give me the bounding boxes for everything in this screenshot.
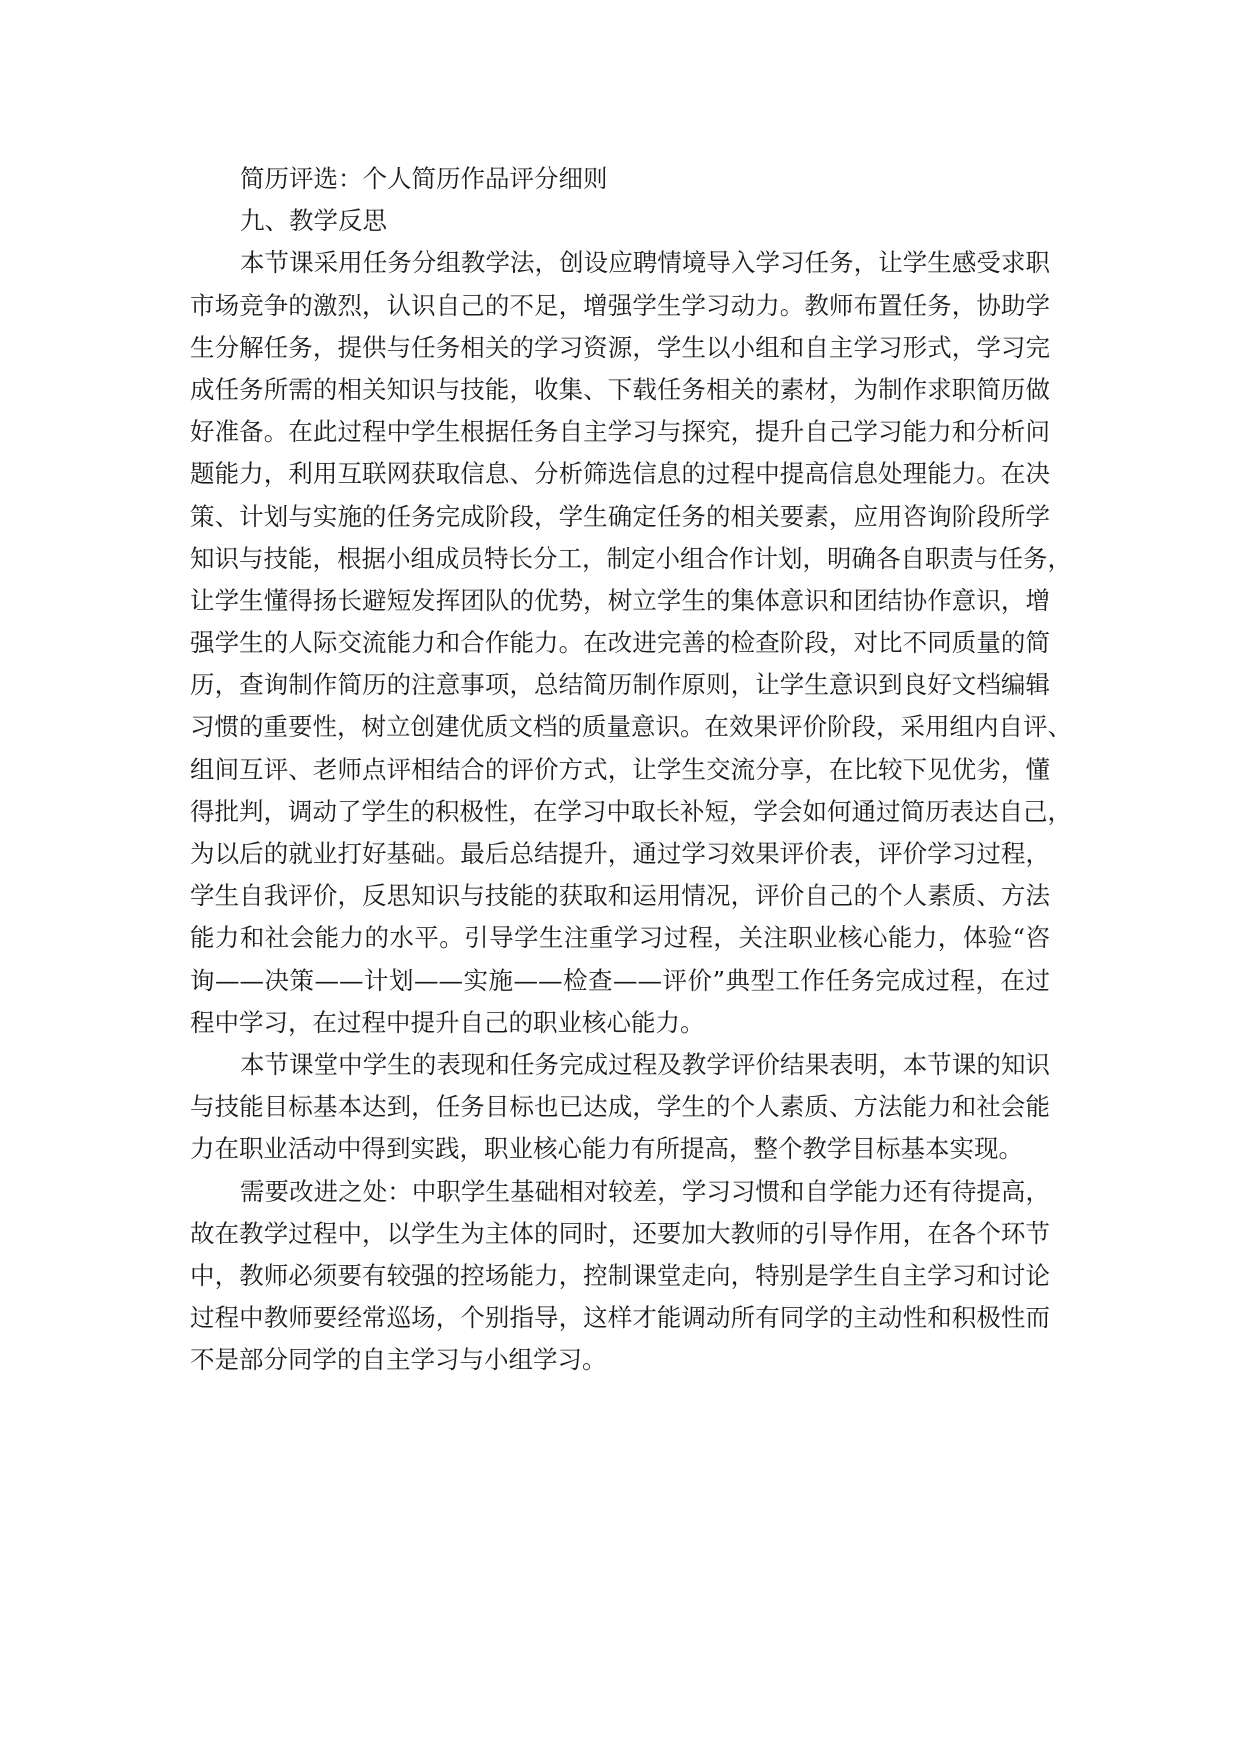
text-line: 本节课采用任务分组教学法，创设应聘情境导入学习任务，让学生感受求职: [240, 248, 1050, 278]
document-body: [190, 158, 1072, 1381]
text-line: 与技能目标基本达到，任务目标也已达成，学生的个人素质、方法能力和社会能: [190, 1092, 1050, 1122]
text-line: 好准备。在此过程中学生根据任务自主学习与探究，提升自己学习能力和分析问: [190, 417, 1050, 447]
text-line: 强学生的人际交流能力和合作能力。在改进完善的检查阶段，对比不同质量的简: [190, 628, 1050, 658]
text-line: 让学生懂得扬长避短发挥团队的优势，树立学生的集体意识和团结协作意识，增: [190, 585, 1050, 615]
text-line: 九、教学反思: [240, 206, 387, 236]
text-line: 询——决策——计划——实施——检查——评价”典型工作任务完成过程，在过: [190, 965, 1050, 995]
text-line: 题能力，利用互联网获取信息、分析筛选信息的过程中提高信息处理能力。在决: [190, 459, 1050, 489]
text-line: 知识与技能，根据小组成员特长分工，制定小组合作计划，明确各自职责与任务，: [190, 543, 1072, 573]
text-line: 需要改进之处：中职学生基础相对较差，学习习惯和自学能力还有待提高，: [240, 1176, 1050, 1206]
text-line: 组间互评、老师点评相结合的评价方式，让学生交流分享，在比较下见优劣，懂: [190, 754, 1050, 784]
text-line: 过程中教师要经常巡场，个别指导，这样才能调动所有同学的主动性和积极性而: [190, 1303, 1050, 1333]
text-line: 不是部分同学的自主学习与小组学习。: [190, 1345, 607, 1375]
text-line: 中，教师必须要有较强的控场能力，控制课堂走向，特别是学生自主学习和讨论: [190, 1260, 1050, 1290]
text-line: 简历评选：个人简历作品评分细则: [240, 164, 608, 193]
text-line: 成任务所需的相关知识与技能，收集、下载任务相关的素材，为制作求职简历做: [190, 374, 1050, 404]
text-line: 学生自我评价，反思知识与技能的获取和运用情况，评价自己的个人素质、方法: [190, 881, 1050, 911]
text-line: 生分解任务，提供与任务相关的学习资源，学生以小组和自主学习形式，学习完: [190, 332, 1050, 362]
text-line: 本节课堂中学生的表现和任务完成过程及教学评价结果表明，本节课的知识: [240, 1049, 1050, 1079]
text-line: 策、计划与实施的任务完成阶段，学生确定任务的相关要素，应用咨询阶段所学: [190, 501, 1050, 531]
text-line: 程中学习，在过程中提升自己的职业核心能力。: [190, 1007, 705, 1037]
text-line: 市场竞争的激烈，认识自己的不足，增强学生学习动力。教师布置任务，协助学: [190, 290, 1050, 320]
text-line: 习惯的重要性，树立创建优质文档的质量意识。在效果评价阶段，采用组内自评、: [190, 712, 1072, 742]
text-line: 力在职业活动中得到实践，职业核心能力有所提高，整个教学目标基本实现。: [190, 1134, 1023, 1164]
text-line: 能力和社会能力的水平。引导学生注重学习过程，关注职业核心能力，体验“咨: [190, 923, 1050, 953]
text-line: 历，查询制作简历的注意事项，总结简历制作原则，让学生意识到良好文档编辑: [190, 670, 1050, 700]
text-line: 得批判，调动了学生的积极性，在学习中取长补短，学会如何通过简历表达自己，: [190, 796, 1072, 826]
text-line: 故在教学过程中，以学生为主体的同时，还要加大教师的引导作用，在各个环节: [190, 1218, 1050, 1248]
text-line: 为以后的就业打好基础。最后总结提升，通过学习效果评价表，评价学习过程，: [190, 839, 1050, 868]
